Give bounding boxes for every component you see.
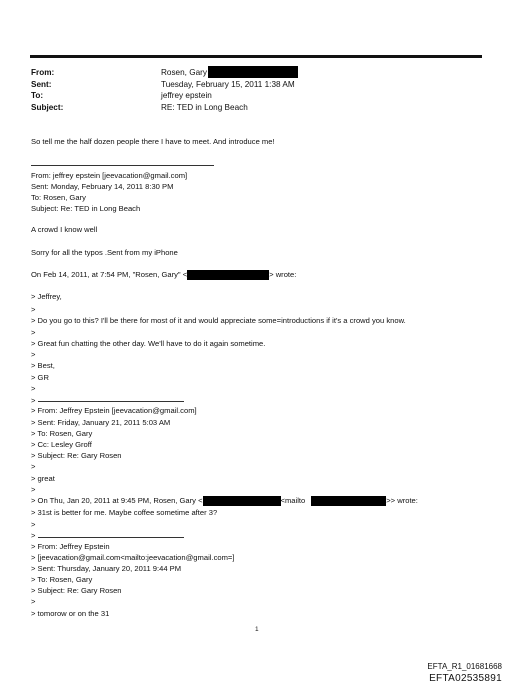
redaction-box (187, 270, 269, 280)
redaction-box (203, 496, 281, 506)
signature-line: Sorry for all the typos .Sent from my iPhone (31, 248, 178, 257)
quote-line: > GR (31, 373, 49, 382)
quote-line: > Best, (31, 361, 55, 370)
opening-message: So tell me the half dozen people there I have to meet. And introduce me! (31, 137, 275, 146)
quote-line: > (31, 328, 36, 337)
quote-line: > (31, 462, 36, 471)
quote-line: > (31, 485, 36, 494)
quote-line: > (31, 350, 36, 359)
header-top-rule (30, 55, 482, 58)
wrote-suffix: > wrote: (269, 270, 297, 279)
mailto-text: <mailto (280, 496, 306, 505)
quote-line: > (31, 396, 36, 405)
quote-line: > Do you go to this? I'll be there for most of it and would appreciate some=introductions if it's a crowd you know. (31, 316, 406, 325)
sent-label: Sent: (31, 80, 52, 89)
redaction-box (311, 496, 386, 506)
quoted-from: From: jeffrey epstein [jeevacation@gmail.com] (31, 171, 188, 180)
quote-line: > From: Jeffrey Epstein (31, 542, 110, 551)
page-number: 1 (255, 626, 259, 633)
subject-value: RE: TED in Long Beach (161, 103, 248, 112)
to-value: jeffrey epstein (161, 91, 212, 100)
quote-line: > From: Jeffrey Epstein [jeevacation@gmail.com] (31, 406, 197, 415)
quote-line: > Jeffrey, (31, 292, 62, 301)
wrote-line (31, 270, 296, 280)
quote-wrote-line (31, 496, 418, 506)
quote-line: > (31, 305, 36, 314)
bates-number-primary: EFTA_R1_01681668 (427, 662, 502, 671)
quote-line: > (31, 531, 36, 540)
quote-line: > Sent: Friday, January 21, 2011 5:03 AM (31, 418, 171, 427)
quote-line: > [jeevacation@gmail.com<mailto:jeevacation@gmail.com=] (31, 553, 235, 562)
reply-line: A crowd I know well (31, 225, 98, 234)
bates-number-secondary: EFTA02535891 (429, 673, 502, 684)
quote-line: > To: Rosen, Gary (31, 575, 93, 584)
quote-line: > (31, 384, 36, 393)
quote-line: > Subject: Re: Gary Rosen (31, 451, 122, 460)
quote-line: > Sent: Thursday, January 20, 2011 9:44 PM (31, 564, 182, 573)
wrote-prefix: > On Thu, Jan 20, 2011 at 9:45 PM, Rosen, Gary < (31, 496, 203, 505)
quoted-to: To: Rosen, Gary (31, 193, 86, 202)
wrote-suffix: >> wrote: (386, 496, 418, 505)
to-label: To: (31, 91, 44, 100)
quote-line: > (31, 520, 36, 529)
quoted-sent: Sent: Monday, February 14, 2011 8:30 PM (31, 182, 174, 191)
quote-separator (38, 401, 184, 402)
quoted-subject: Subject: Re: TED in Long Beach (31, 204, 141, 213)
quote-line: > great (31, 474, 55, 483)
quote-line: > tomorow or on the 31 (31, 609, 110, 618)
sent-value: Tuesday, February 15, 2011 1:38 AM (161, 80, 295, 89)
from-value: Rosen, Gary (161, 68, 207, 77)
quote-line: > (31, 597, 36, 606)
quote-line: > Cc: Lesley Groff (31, 440, 92, 449)
redaction-box (208, 66, 298, 78)
subject-label: Subject: (31, 103, 64, 112)
quote-line: > To: Rosen, Gary (31, 429, 93, 438)
from-label: From: (31, 68, 55, 77)
quote-separator (38, 537, 184, 538)
quote-line: > Great fun chatting the other day. We'll have to do it again sometime. (31, 339, 266, 348)
quote-line: > Subject: Re: Gary Rosen (31, 586, 122, 595)
quote-separator (31, 165, 214, 166)
wrote-prefix: On Feb 14, 2011, at 7:54 PM, "Rosen, Gary" < (31, 270, 188, 279)
quote-line: > 31st is better for me. Maybe coffee sometime after 3? (31, 508, 218, 517)
